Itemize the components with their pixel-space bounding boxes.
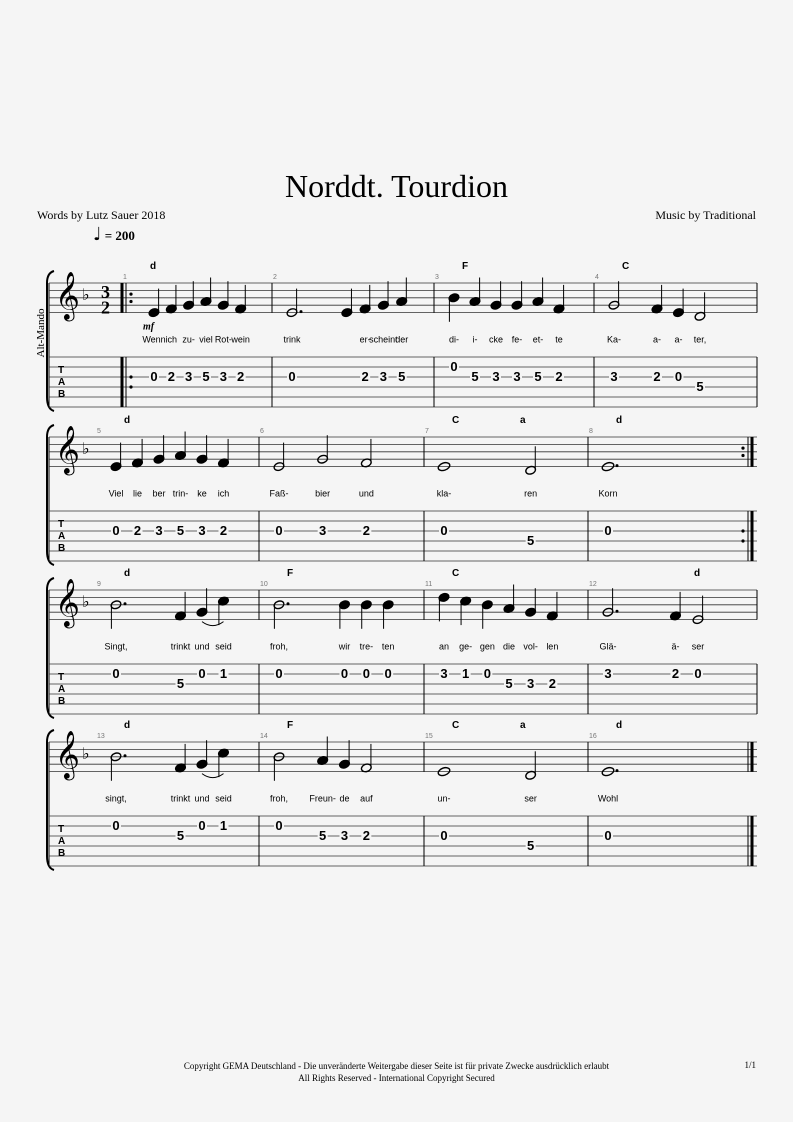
chord-symbol: F [287, 568, 294, 579]
tab-number: 5 [471, 369, 479, 384]
lyric-syllable: und [358, 488, 374, 499]
tab-number: 0 [275, 523, 283, 538]
tab-number: 3 [379, 369, 388, 384]
tab-number: 0 [340, 666, 349, 681]
lyric-syllable: wir [338, 641, 351, 652]
tab-number: 0 [112, 666, 120, 681]
tab-number: 0 [440, 828, 448, 843]
measure-number: 14 [260, 733, 268, 740]
tab-number: 2 [362, 523, 370, 538]
tab-number: 5 [527, 838, 535, 853]
lyric-syllable: seid [215, 793, 232, 804]
tab-number: 0 [112, 818, 120, 833]
tab-number: 5 [202, 369, 210, 384]
lyric-syllable: len [546, 641, 559, 652]
chord-symbol: d [124, 568, 131, 579]
tab-number: 5 [505, 676, 513, 691]
tab-number: 1 [219, 666, 228, 681]
note-dot [300, 310, 303, 313]
tab-clef-letter: A [58, 684, 66, 695]
lyric-syllable: gen [479, 641, 495, 652]
chord-symbol: d [616, 720, 623, 731]
tab-number: 3 [440, 666, 448, 681]
measure-number: 1 [123, 274, 127, 281]
lyric-syllable: an [438, 641, 450, 652]
measure-number: 13 [97, 733, 105, 740]
note-dot [616, 610, 619, 613]
tab-number: 5 [527, 533, 535, 548]
tab-clef-letter: T [58, 824, 65, 835]
lyric-syllable: cke [488, 334, 504, 345]
tab-number: 3 [604, 666, 612, 681]
measure-number: 15 [425, 733, 433, 740]
tab-number: 3 [155, 523, 163, 538]
lyric-syllable: scheint [369, 334, 398, 345]
lyric-syllable: Ka- [606, 334, 622, 345]
chord-symbol: d [150, 261, 157, 272]
lyric-syllable: a- [652, 334, 662, 345]
tab-number: 0 [275, 666, 283, 681]
chord-symbol: a [520, 415, 526, 426]
tab-number: 0 [694, 666, 702, 681]
quarter-note-icon: ♩ [93, 224, 102, 245]
tab-number: 2 [219, 523, 228, 538]
lyric-syllable: tre- [359, 641, 374, 652]
tab-number: 5 [534, 369, 542, 384]
system-bracket [47, 425, 54, 565]
tab-clef-letter: B [58, 543, 66, 554]
tab-number: 2 [167, 369, 175, 384]
measure-number: 16 [589, 733, 597, 740]
chord-symbol: C [452, 568, 460, 579]
lyric-syllable: froh, [269, 641, 289, 652]
lyric-syllable: wein [231, 334, 250, 345]
tab-number: 5 [176, 523, 185, 538]
tab-number: 0 [198, 818, 206, 833]
lyric-syllable: Korn [598, 488, 618, 499]
chord-symbol: C [452, 415, 460, 426]
lyric-syllable: lie [132, 488, 143, 499]
lyricist-credit: Words by Lutz Sauer 2018 [37, 208, 166, 222]
tab-clef-letter: B [58, 696, 66, 707]
lyric-syllable: ä- [671, 641, 680, 652]
lyric-syllable: trinkt [170, 641, 191, 652]
tab-number: 0 [384, 666, 392, 681]
lyric-syllable: und [194, 793, 210, 804]
lyric-syllable: Viel [108, 488, 124, 499]
chord-symbol: F [287, 720, 294, 731]
tab-clef-letter: A [58, 836, 66, 847]
lyric-syllable: te [555, 334, 563, 345]
chord-symbol: d [124, 415, 131, 426]
lyric-syllable: Wenn [142, 334, 166, 345]
measure-number: 8 [589, 428, 593, 435]
note-dot [287, 602, 290, 605]
tab-number: 5 [696, 379, 704, 394]
repeat-dot [129, 293, 132, 296]
repeat-dot [741, 529, 744, 532]
lyric-syllable: ser [524, 793, 537, 804]
tempo-value: = 200 [104, 228, 135, 243]
lyric-syllable: trinkt [170, 793, 191, 804]
lyric-syllable: und [194, 641, 210, 652]
tab-clef-letter: A [58, 531, 66, 542]
lyric-syllable: ber [152, 488, 166, 499]
treble-clef-icon: 𝄞 [55, 577, 80, 627]
lyric-syllable: seid [215, 641, 232, 652]
tab-number: 0 [150, 369, 158, 384]
measure-number: 9 [97, 581, 101, 588]
tab-number: 5 [319, 828, 327, 843]
lyric-syllable: de [339, 793, 350, 804]
repeat-dot [741, 539, 744, 542]
tab-number: 3 [340, 828, 349, 843]
copyright-line: Copyright GEMA Deutschland - Die unveränderte Weitergabe dieser Seite ist für private Zwecke ausdrücklich erlaubt [183, 1061, 610, 1071]
tab-number: 3 [319, 523, 327, 538]
lyric-syllable: ge- [459, 641, 473, 652]
repeat-dot [741, 454, 744, 457]
lyric-syllable: Freun- [309, 793, 336, 804]
tab-number: 5 [176, 828, 185, 843]
flat-icon: ♭ [82, 285, 90, 305]
tab-number: 0 [275, 818, 283, 833]
tab-clef-letter: B [58, 389, 66, 400]
tie-arc [202, 622, 224, 626]
chord-symbol: a [520, 720, 526, 731]
lyric-syllable: der [395, 334, 409, 345]
tab-number: 2 [237, 369, 245, 384]
tab-number: 3 [198, 523, 206, 538]
tab-clef-letter: T [58, 365, 65, 376]
tab-number: 0 [440, 523, 448, 538]
measure-number: 5 [97, 428, 101, 435]
tab-clef-letter: A [58, 377, 66, 388]
lyric-syllable: kla- [436, 488, 452, 499]
note-dot [124, 754, 127, 757]
lyric-syllable: di- [448, 334, 460, 345]
repeat-dot [129, 385, 132, 388]
chord-symbol: C [622, 261, 630, 272]
lyric-syllable: auf [360, 793, 373, 804]
tab-number: 0 [674, 369, 683, 384]
lyric-syllable: er- [359, 334, 371, 345]
lyric-syllable: die [502, 641, 516, 652]
time-sig-top: 3 [101, 281, 110, 302]
tab-number: 3 [610, 369, 618, 384]
dynamic-marking: mf [143, 321, 155, 333]
lyric-syllable: viel [199, 334, 213, 345]
page-title: Norddt. Tourdion [285, 168, 508, 204]
tab-number: 0 [288, 369, 296, 384]
lyric-syllable: vol- [523, 641, 538, 652]
measure-number: 3 [435, 274, 439, 281]
tab-number: 3 [492, 369, 500, 384]
tab-number: 5 [398, 369, 406, 384]
tab-number: 2 [362, 828, 370, 843]
lyric-syllable: Glä- [599, 641, 617, 652]
lyric-syllable: ren [524, 488, 538, 499]
tab-number: 2 [133, 523, 142, 538]
chord-symbol: C [452, 720, 460, 731]
tab-number: 0 [604, 523, 612, 538]
copyright-footer [100, 1060, 693, 1084]
system-bracket [47, 578, 54, 718]
measure-number: 12 [589, 581, 597, 588]
lyric-syllable: ten [381, 641, 395, 652]
flat-icon: ♭ [82, 592, 90, 612]
time-sig-bottom: 2 [101, 297, 110, 318]
page-number: 1/1 [744, 1060, 756, 1070]
tab-number: 0 [112, 523, 120, 538]
tab-number: 3 [185, 369, 193, 384]
lyric-syllable: Singt, [104, 641, 128, 652]
lyric-syllable: froh, [269, 793, 289, 804]
lyric-syllable: singt, [105, 793, 127, 804]
measure-number: 10 [260, 581, 268, 588]
tab-clef-letter: T [58, 519, 65, 530]
tab-number: 0 [450, 359, 458, 374]
system-bracket [47, 271, 54, 411]
tab-number: 2 [361, 369, 369, 384]
tab-number: 1 [462, 666, 470, 681]
lyric-syllable: trin- [172, 488, 189, 499]
measure-number: 4 [595, 274, 599, 281]
lyric-syllable: un- [437, 793, 451, 804]
lyric-syllable: bier [315, 488, 331, 499]
measure-number: 6 [260, 428, 264, 435]
measure-number: 11 [425, 581, 433, 588]
note-dot [616, 769, 619, 772]
lyric-syllable: ter, [693, 334, 707, 345]
treble-clef-icon: 𝄞 [55, 424, 80, 474]
tab-number: 5 [176, 676, 185, 691]
tab-number: 2 [671, 666, 680, 681]
flat-icon: ♭ [82, 439, 90, 459]
lyric-syllable: Faß- [269, 488, 289, 499]
tab-clef-letter: T [58, 672, 65, 683]
note-dot [616, 464, 619, 467]
tab-number: 3 [219, 369, 227, 384]
tab-number: 2 [548, 676, 556, 691]
tab-number: 3 [527, 676, 535, 691]
measure-number: 2 [273, 274, 277, 281]
lyric-syllable: fe- [511, 334, 523, 345]
repeat-dot [129, 375, 132, 378]
tab-clef-letter: B [58, 848, 66, 859]
tab-number: 0 [362, 666, 370, 681]
lyric-syllable: ich [165, 334, 178, 345]
lyric-syllable: Wohl [597, 793, 619, 804]
lyric-syllable: Rot- [214, 334, 232, 345]
treble-clef-icon: 𝄞 [55, 729, 80, 779]
lyric-syllable: et- [532, 334, 544, 345]
tab-number: 3 [513, 369, 521, 384]
tie-arc [202, 774, 224, 778]
flat-icon: ♭ [82, 744, 90, 764]
repeat-dot [129, 300, 132, 303]
measure-number: 7 [425, 428, 429, 435]
composer-credit: Music by Traditional [655, 208, 756, 222]
instrument-name: Alt-Mando [35, 308, 47, 358]
tab-number: 0 [604, 828, 612, 843]
lyric-syllable: i- [472, 334, 478, 345]
chord-symbol: d [124, 720, 131, 731]
note-dot [124, 602, 127, 605]
rights-line: All Rights Reserved - International Copyright Secured [298, 1073, 495, 1083]
lyric-syllable: trink [283, 334, 301, 345]
system-bracket [47, 730, 54, 870]
lyric-syllable: zu- [182, 334, 195, 345]
chord-symbol: F [462, 261, 469, 272]
tab-number: 0 [198, 666, 206, 681]
lyric-syllable: ser [691, 641, 705, 652]
tab-number: 2 [653, 369, 661, 384]
tab-number: 1 [219, 818, 228, 833]
lyric-syllable: ke [197, 488, 207, 499]
tab-number: 2 [555, 369, 563, 384]
chord-symbol: d [694, 568, 701, 579]
chord-symbol: d [616, 415, 623, 426]
repeat-dot [741, 447, 744, 450]
lyric-syllable: ich [217, 488, 230, 499]
tab-number: 0 [483, 666, 491, 681]
treble-clef-icon: 𝄞 [55, 270, 80, 320]
lyric-syllable: a- [674, 334, 683, 345]
